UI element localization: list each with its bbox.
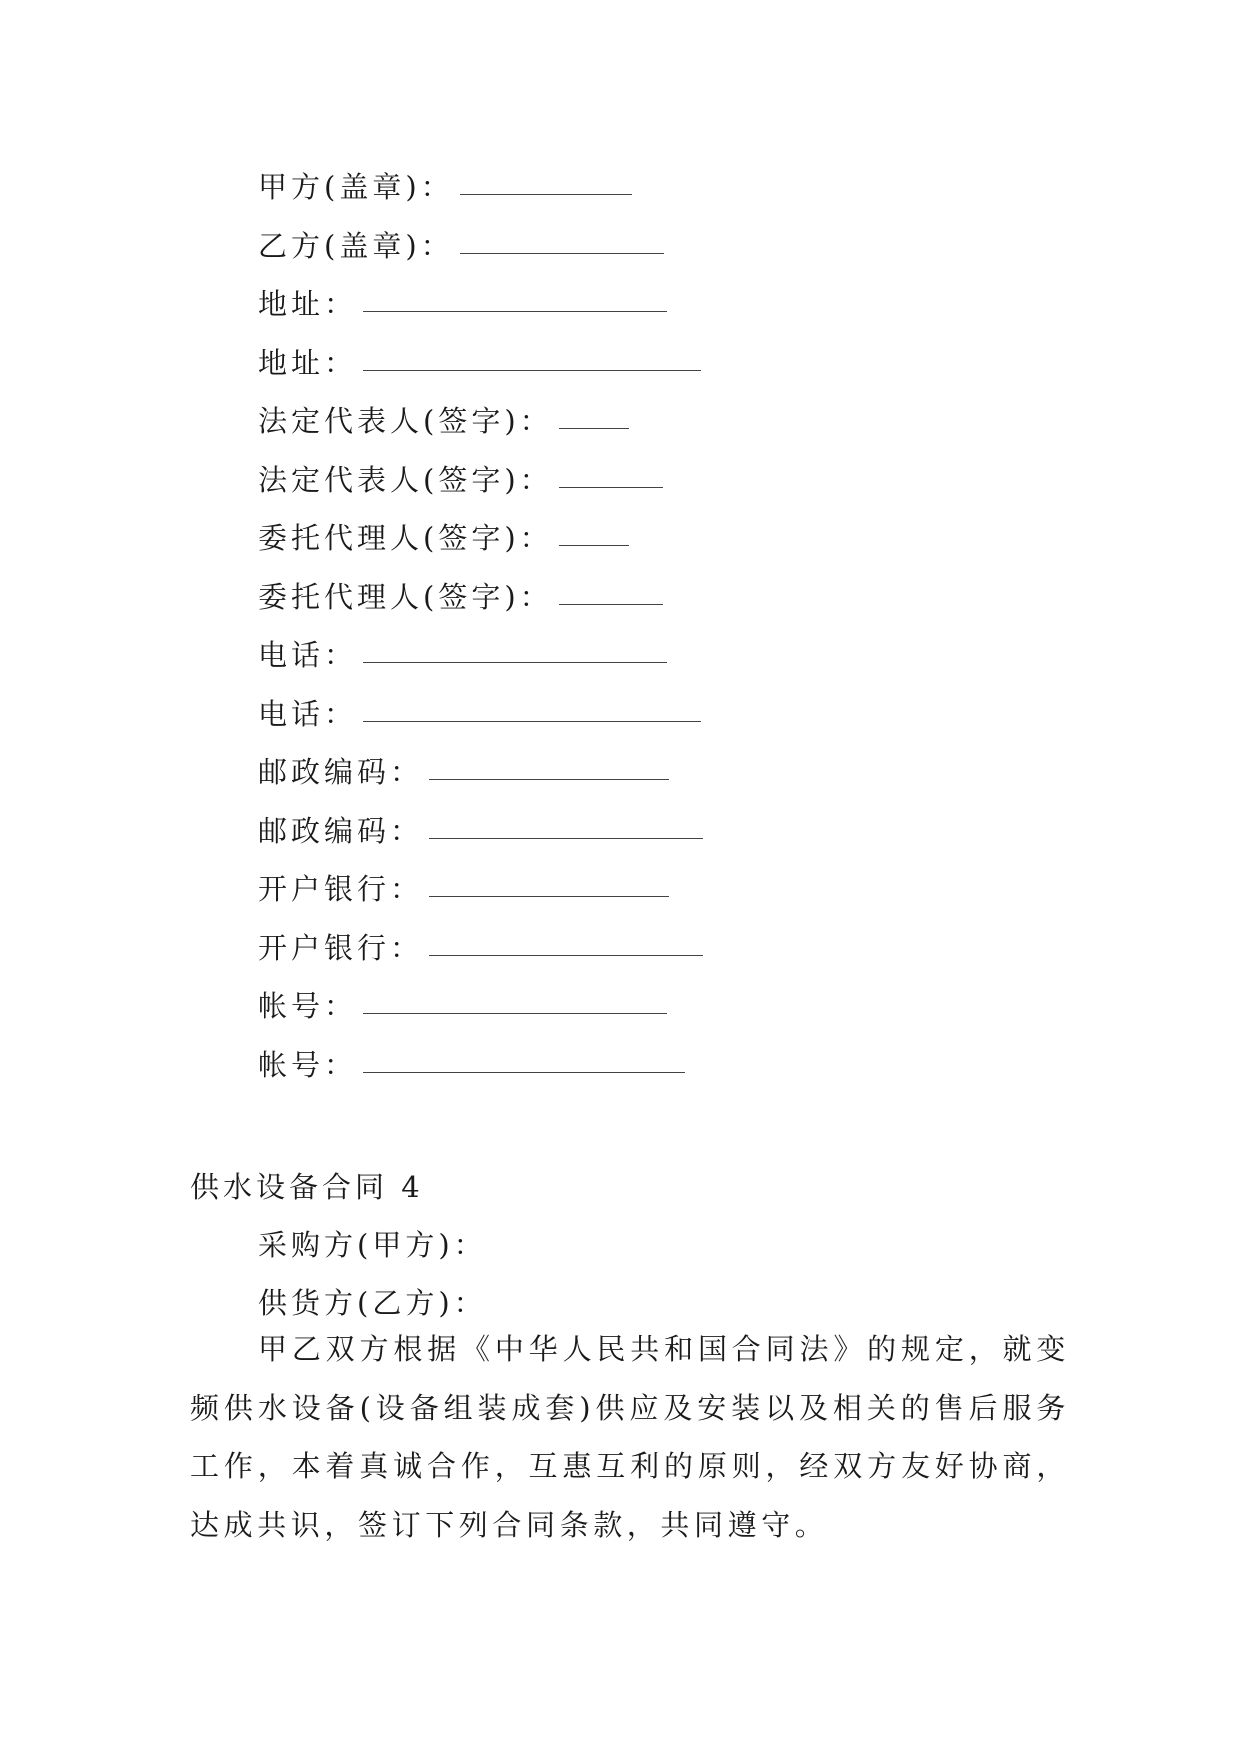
fill-in-blank — [429, 755, 669, 780]
party-a-postcode-field — [258, 743, 703, 802]
field-label: 帐号： — [258, 989, 358, 1023]
party-a-bank-field — [258, 860, 703, 919]
fill-in-blank — [559, 463, 663, 488]
field-label: 委托代理人(签字)： — [258, 579, 553, 614]
fill-in-blank — [363, 989, 667, 1014]
field-label: 甲方(盖章)： — [258, 170, 454, 204]
party-b-seal-field — [258, 217, 703, 276]
party-a-phone-field — [258, 626, 703, 685]
fill-in-blank — [559, 580, 663, 605]
party-a-account-field — [258, 977, 703, 1036]
fill-in-blank — [363, 697, 701, 722]
fill-in-blank — [429, 814, 703, 839]
field-label: 开户银行： — [258, 872, 424, 906]
party-a-address-field — [258, 275, 703, 334]
fill-in-blank — [363, 1048, 685, 1073]
fill-in-blank — [363, 287, 667, 312]
fill-in-blank — [559, 404, 629, 429]
party-b-account-field — [258, 1036, 703, 1095]
supplier-label: 供货方(乙方)： — [258, 1286, 487, 1320]
field-label: 开户银行： — [258, 930, 424, 965]
fill-in-blank — [363, 638, 667, 663]
buyer-label: 采购方(甲方)： — [258, 1228, 487, 1262]
party-b-bank-field — [258, 919, 703, 978]
fill-in-blank — [460, 170, 632, 195]
party-b-phone-field — [258, 685, 703, 744]
party-a-agent-field — [258, 509, 703, 568]
contract-title: 供水设备合同 4 — [190, 1170, 424, 1204]
field-label: 法定代表人(签字)： — [258, 462, 553, 497]
field-label: 电话： — [258, 696, 358, 731]
party-b-legal-rep-field — [258, 451, 703, 510]
field-label: 邮政编码： — [258, 755, 424, 789]
party-b-postcode-field — [258, 802, 703, 861]
fill-in-blank — [559, 521, 629, 546]
field-label: 乙方(盖章)： — [258, 228, 454, 263]
party-b-agent-field — [258, 568, 703, 627]
field-label: 地址： — [258, 287, 358, 321]
party-a-legal-rep-field — [258, 392, 703, 451]
field-label: 委托代理人(签字)： — [258, 521, 553, 555]
fill-in-blank — [429, 872, 669, 897]
signature-block — [258, 158, 703, 1094]
fill-in-blank — [363, 346, 701, 371]
field-label: 法定代表人(签字)： — [258, 404, 553, 438]
party-a-seal-field — [258, 158, 703, 217]
field-label: 电话： — [258, 638, 358, 672]
fill-in-blank — [429, 931, 703, 956]
field-label: 地址： — [258, 345, 358, 380]
fill-in-blank — [460, 229, 664, 254]
field-label: 帐号： — [258, 1047, 358, 1082]
party-b-address-field — [258, 334, 703, 393]
intro-paragraph: 甲乙双方根据《中华人民共和国合同法》的规定，就变频供水设备(设备组装成套)供应及安装以及相关的售后服务工作，本着真诚合作，互惠互利的原则，经双方友好协商，达成共识，签订下列合同条款，共同遵守。 — [190, 1332, 1070, 1542]
field-label: 邮政编码： — [258, 813, 424, 848]
